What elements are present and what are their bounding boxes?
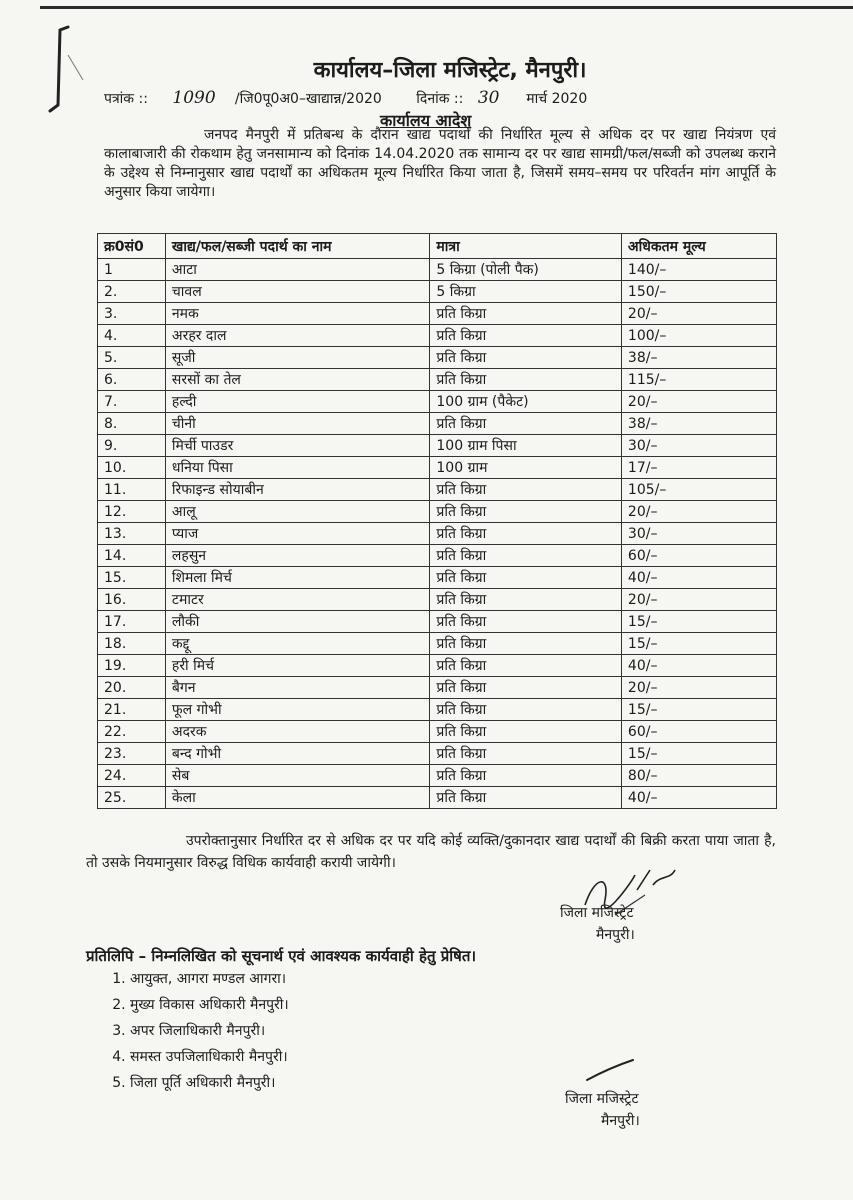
signature-tick [585, 1058, 635, 1083]
quantity-cell: प्रति किग्रा [430, 589, 622, 611]
item-name-cell: टमाटर [165, 589, 430, 611]
serial-cell: 21. [98, 699, 166, 721]
max-price-cell: 15/– [621, 743, 776, 765]
scan-edge-line [40, 6, 853, 9]
order-heading: कार्यालय आदेश [380, 111, 472, 130]
serial-cell: 8. [98, 413, 166, 435]
signature-block-2 [565, 1088, 640, 1132]
item-name-cell: फूल गोभी [165, 699, 430, 721]
recipient-item: 3. अपर जिलाधिकारी मैनपुरी। [130, 1018, 289, 1044]
quantity-cell: प्रति किग्रा [430, 677, 622, 699]
item-name-cell: आलू [165, 501, 430, 523]
item-name-cell: शिमला मिर्च [165, 567, 430, 589]
table-row [98, 347, 777, 369]
item-name-cell: धनिया पिसा [165, 457, 430, 479]
max-price-cell: 60/– [621, 721, 776, 743]
item-name-cell: सेब [165, 765, 430, 787]
max-price-cell: 20/– [621, 677, 776, 699]
quantity-cell: प्रति किग्रा [430, 743, 622, 765]
header-serial: क्र0सं0 [98, 234, 166, 259]
table-row [98, 523, 777, 545]
quantity-cell: प्रति किग्रा [430, 325, 622, 347]
quantity-cell: प्रति किग्रा [430, 611, 622, 633]
max-price-cell: 38/– [621, 347, 776, 369]
price-table-header [98, 234, 777, 259]
serial-cell: 23. [98, 743, 166, 765]
quantity-cell: 100 ग्राम पिसा [430, 435, 622, 457]
quantity-cell: 5 किग्रा (पोली पैक) [430, 259, 622, 281]
item-name-cell: रिफाइन्ड सोयाबीन [165, 479, 430, 501]
max-price-cell: 60/– [621, 545, 776, 567]
serial-cell: 6. [98, 369, 166, 391]
max-price-cell: 30/– [621, 435, 776, 457]
table-row [98, 501, 777, 523]
letter-number-value: 1090 [172, 88, 216, 108]
signature-block-1 [560, 902, 635, 946]
recipient-item: 4. समस्त उपजिलाधिकारी मैनपुरी। [130, 1044, 289, 1070]
price-table [97, 233, 777, 809]
signatory-designation: जिला मजिस्ट्रेट [565, 1091, 639, 1107]
max-price-cell: 40/– [621, 787, 776, 809]
max-price-cell: 105/– [621, 479, 776, 501]
copy-heading: प्रतिलिपि – निम्नलिखित को सूचनार्थ एवं आवश्यक कार्यवाही हेतु प्रेषित। [86, 947, 477, 965]
table-row [98, 457, 777, 479]
max-price-cell: 20/– [621, 303, 776, 325]
item-name-cell: हरी मिर्च [165, 655, 430, 677]
quantity-cell: प्रति किग्रा [430, 765, 622, 787]
serial-cell: 5. [98, 347, 166, 369]
quantity-cell: प्रति किग्रा [430, 501, 622, 523]
serial-cell: 12. [98, 501, 166, 523]
item-name-cell: बैगन [165, 677, 430, 699]
header-item-name: खाद्य/फल/सब्जी पदार्थ का नाम [165, 234, 430, 259]
recipient-list [110, 966, 289, 1096]
item-name-cell: केला [165, 787, 430, 809]
quantity-cell: प्रति किग्रा [430, 721, 622, 743]
item-name-cell: मिर्ची पाउडर [165, 435, 430, 457]
date-day: 30 [477, 88, 500, 108]
max-price-cell: 38/– [621, 413, 776, 435]
item-name-cell: चावल [165, 281, 430, 303]
quantity-cell: 100 ग्राम (पैकेट) [430, 391, 622, 413]
serial-cell: 15. [98, 567, 166, 589]
item-name-cell: प्याज [165, 523, 430, 545]
quantity-cell: प्रति किग्रा [430, 655, 622, 677]
serial-cell: 4. [98, 325, 166, 347]
serial-cell: 24. [98, 765, 166, 787]
table-row [98, 677, 777, 699]
signatory-place: मैनपुरी। [601, 1113, 640, 1129]
serial-cell: 1 [98, 259, 166, 281]
item-name-cell: हल्दी [165, 391, 430, 413]
item-name-cell: बन्द गोभी [165, 743, 430, 765]
quantity-cell: प्रति किग्रा [430, 369, 622, 391]
item-name-cell: लहसुन [165, 545, 430, 567]
date-month-year: मार्च 2020 [526, 91, 588, 107]
max-price-cell: 100/– [621, 325, 776, 347]
max-price-cell: 20/– [621, 589, 776, 611]
table-row [98, 787, 777, 809]
quantity-cell: प्रति किग्रा [430, 479, 622, 501]
quantity-cell: प्रति किग्रा [430, 787, 622, 809]
max-price-cell: 40/– [621, 655, 776, 677]
signatory-designation: जिला मजिस्ट्रेट [560, 905, 634, 921]
serial-cell: 20. [98, 677, 166, 699]
price-table-body [98, 259, 777, 809]
handwritten-margin-mark [38, 25, 98, 115]
reference-line [104, 88, 587, 108]
serial-cell: 14. [98, 545, 166, 567]
serial-cell: 17. [98, 611, 166, 633]
item-name-cell: नमक [165, 303, 430, 325]
serial-cell: 2. [98, 281, 166, 303]
serial-cell: 10. [98, 457, 166, 479]
date-label: दिनांक :: [416, 91, 464, 107]
table-row [98, 281, 777, 303]
item-name-cell: आटा [165, 259, 430, 281]
letter-reference: /जि0पू0अ0–खाद्यान्न/2020 [234, 91, 382, 107]
table-row [98, 699, 777, 721]
table-row [98, 633, 777, 655]
serial-cell: 16. [98, 589, 166, 611]
recipient-item: 2. मुख्य विकास अधिकारी मैनपुरी। [130, 992, 289, 1018]
max-price-cell: 150/– [621, 281, 776, 303]
table-row [98, 413, 777, 435]
serial-cell: 22. [98, 721, 166, 743]
serial-cell: 18. [98, 633, 166, 655]
letter-number-label: पत्रांक :: [104, 91, 148, 107]
item-name-cell: सूजी [165, 347, 430, 369]
max-price-cell: 140/– [621, 259, 776, 281]
max-price-cell: 40/– [621, 567, 776, 589]
max-price-cell: 17/– [621, 457, 776, 479]
signatory-place: मैनपुरी। [596, 927, 635, 943]
serial-cell: 11. [98, 479, 166, 501]
serial-cell: 19. [98, 655, 166, 677]
table-row [98, 743, 777, 765]
table-row [98, 589, 777, 611]
quantity-cell: प्रति किग्रा [430, 545, 622, 567]
quantity-cell: प्रति किग्रा [430, 413, 622, 435]
max-price-cell: 30/– [621, 523, 776, 545]
item-name-cell: अदरक [165, 721, 430, 743]
header-quantity: मात्रा [430, 234, 622, 259]
quantity-cell: प्रति किग्रा [430, 303, 622, 325]
table-row [98, 721, 777, 743]
item-name-cell: चीनी [165, 413, 430, 435]
intro-paragraph: जनपद मैनपुरी में प्रतिबन्ध के दौरान खाद्य पदार्थों की निर्धारित मूल्य से अधिक दर पर खाद्य नियंत्रण एवं कालाबाजारी की रोकथाम हेतु जनसामान्य को दिनांक 14.04.2020 तक सामान्य दर पर खाद्य सामग्री/फल/सब्जी को उपलब्ध कराने के उद्देश्य से निम्नानुसार खाद्य पदार्थों का अधिकतम मूल्य निर्धारित किया जाता है, जिसमें समय–समय पर परिवर्तन मांग आपूर्ति के अनुसार किया जायेगा। [104, 127, 776, 200]
item-name-cell: अरहर दाल [165, 325, 430, 347]
recipient-item: 1. आयुक्त, आगरा मण्डल आगरा। [130, 966, 289, 992]
quantity-cell: 100 ग्राम [430, 457, 622, 479]
item-name-cell: कद्दू [165, 633, 430, 655]
serial-cell: 7. [98, 391, 166, 413]
table-row [98, 567, 777, 589]
quantity-cell: प्रति किग्रा [430, 347, 622, 369]
max-price-cell: 15/– [621, 611, 776, 633]
table-row [98, 259, 777, 281]
table-row [98, 391, 777, 413]
serial-cell: 13. [98, 523, 166, 545]
table-row [98, 545, 777, 567]
max-price-cell: 20/– [621, 501, 776, 523]
table-row [98, 611, 777, 633]
table-row [98, 369, 777, 391]
quantity-cell: प्रति किग्रा [430, 699, 622, 721]
quantity-cell: प्रति किग्रा [430, 567, 622, 589]
table-row [98, 765, 777, 787]
quantity-cell: 5 किग्रा [430, 281, 622, 303]
table-row [98, 303, 777, 325]
max-price-cell: 20/– [621, 391, 776, 413]
serial-cell: 3. [98, 303, 166, 325]
table-row [98, 655, 777, 677]
office-title: कार्यालय–जिला मजिस्ट्रेट, मैनपुरी। [313, 58, 587, 83]
max-price-cell: 15/– [621, 633, 776, 655]
max-price-cell: 115/– [621, 369, 776, 391]
item-name-cell: सरसों का तेल [165, 369, 430, 391]
item-name-cell: लौकी [165, 611, 430, 633]
footer-paragraph: उपरोक्तानुसार निर्धारित दर से अधिक दर पर यदि कोई व्यक्ति/दुकानदार खाद्य पदार्थों की बिक्री करता पाया जाता है, तो उसके नियमानुसार विरुद्ध विधिक कार्यवाही करायी जायेगी। [86, 833, 776, 871]
serial-cell: 9. [98, 435, 166, 457]
quantity-cell: प्रति किग्रा [430, 523, 622, 545]
serial-cell: 25. [98, 787, 166, 809]
table-row [98, 325, 777, 347]
recipient-item: 5. जिला पूर्ति अधिकारी मैनपुरी। [130, 1070, 289, 1096]
table-row [98, 479, 777, 501]
quantity-cell: प्रति किग्रा [430, 633, 622, 655]
max-price-cell: 15/– [621, 699, 776, 721]
max-price-cell: 80/– [621, 765, 776, 787]
table-row [98, 435, 777, 457]
header-max-price: अधिकतम मूल्य [621, 234, 776, 259]
